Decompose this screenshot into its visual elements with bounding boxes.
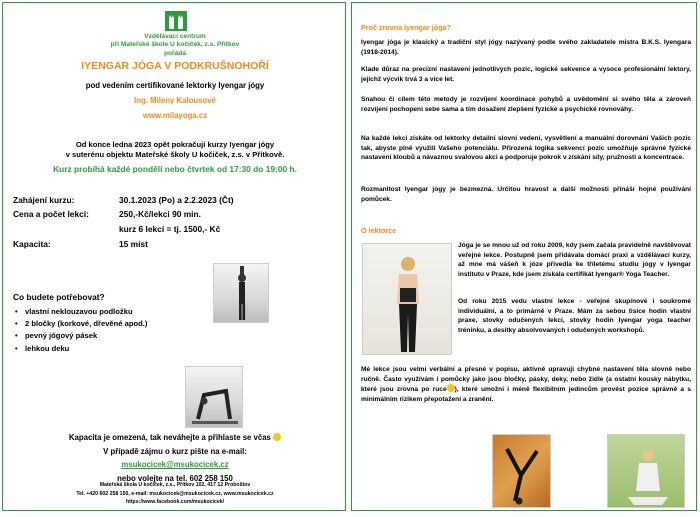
list-item: • 2 bločky (korkové, dřevěné apod.) (15, 318, 147, 330)
lector-website[interactable]: www.milayoga.cz (142, 111, 208, 120)
cats-logo-icon (165, 11, 187, 31)
paragraph: Snahou či cílem této metody je rozvíjení koordinace pohybů a uvědomění si svého těla a zároveň rozvíjení pochopení sebe sama a tím dosažení zlepšení fyzické a psychické rovnováhy. (361, 96, 691, 113)
yoga-photo-headstand (492, 434, 551, 508)
contact-phone: nebo volejte na tel. 602 258 150 (117, 473, 233, 483)
yoga-figure-outdoor-icon (608, 435, 685, 508)
contact-intro: V případě zájmu o kurz pište na e-mail: (103, 446, 247, 456)
info-line-2: v suterénu objektu Mateřské školy U kočiček, z.s. v Přítkově. (65, 150, 285, 159)
yoga-figure-bend-icon (186, 367, 243, 428)
lector-name: Ing. Mileny Kalousové (134, 96, 216, 105)
list-item: • vlastní neklouzavou podložku (15, 306, 147, 318)
heading-lector: O lektorce (361, 226, 397, 235)
lector-paragraph: Od roku 2015 vedu vlastní lekce - veřejné skupinové i soukromé individuální, a to primárně v Praze. Mám za sebou tisíce hodin vlastní praxe, stovky odučených lekcí, stovky hodin Iyengar yoga teacher tréninku, a desítky absolvovaných i odučených workshopů. (458, 298, 691, 334)
contact-email-link[interactable]: msukocicek@msukocicek.cz (121, 460, 229, 469)
detail-label-start: Zahájení kurzu: (13, 195, 75, 205)
needs-heading: Co budete potřebovat? (13, 292, 105, 302)
flyer-subtitle: pod vedením certifikované lektorky Iyengar jógy (85, 81, 265, 90)
lector-paragraph: Jóga je se mnou už od roku 2009, kdy jsem začala pravidelně navštěvovat veřejné lekce. Postupně jsem přidávala domácí praxi a vzdělávací kurzy, až mne má vášeň k józe přivedla ke tříletému studiu jógy v Iyengar institutu v Praze, kde jsem získala certifikát Iyengar® Yoga Teacher. (458, 242, 691, 278)
list-item: • lehkou deku (15, 343, 147, 355)
flyer-title: IYENGAR JÓGA V PODKRUŠNOHOŘÍ (81, 60, 269, 72)
smiley-icon (273, 433, 281, 441)
paragraph: Iyengar jóga je klasický a tradiční styl jógy nazývaný podle svého zakladatele mistra B.K.S. Iyengara (1918-2014). (361, 39, 691, 56)
footer-facebook-link[interactable]: https://www.facebook.com/msukocicek/ (125, 499, 225, 506)
left-panel (2, 2, 346, 511)
paragraph: Rozmanitost Iyengar jógy je bezmezná. Určitou hravost a další možnosti přináší hojné používání pomůcek. (361, 186, 691, 203)
org-line-3: pořádá (164, 49, 186, 57)
detail-label-price: Cena a počet lekcí: (13, 209, 89, 219)
schedule: Kurz probíhá každé pondělí nebo čtvrtek od 17:30 do 19:00 h. (53, 164, 297, 174)
lector-figure-icon (363, 244, 452, 355)
yoga-photo-standing (213, 263, 269, 323)
right-panel (351, 2, 697, 511)
footer-address: Mateřská škola U kočiček, z.s., Přítkov 102, 417 12 Proboštov (99, 482, 251, 488)
yoga-figure-headstand-icon (493, 435, 551, 508)
smiley-icon (447, 384, 455, 392)
contact-block (3, 431, 346, 485)
needs-list (15, 306, 147, 355)
org-line-1: Vzdělávací centrum (144, 33, 206, 40)
org-line-2: při Mateřské škole U kočiček, z.s. Přítkov (110, 41, 240, 49)
course-info (3, 140, 346, 160)
capacity-note: Kapacita je omezená, tak neváhejte a přihlaste se včas (3, 431, 346, 445)
organizer (3, 33, 346, 58)
detail-value-course: kurz 6 lekcí = tj. 1500,- Kč (119, 224, 221, 234)
yoga-photo-forward-bend (185, 366, 243, 428)
footer-contacts: Tel. +420 602 258 150, e-mail: msukocicek@msukocicek.cz, www.msukocicek.cz (76, 490, 274, 497)
list-item: • pevný jógový pásek (15, 330, 147, 342)
lector-photo (362, 243, 452, 355)
paragraph: Klade důraz na precizní nastavení jednotlivých pozic, logické sekvence a vysoce profesionální lektory, jejichž výcvik trvá 3 a více let. (361, 66, 691, 83)
detail-value-price: 250,-Kč/lekci 90 min. (119, 209, 201, 219)
yoga-photo-outdoor (607, 434, 685, 508)
detail-value-capacity: 15 míst (119, 239, 148, 249)
heading-why: Proč zrovna Iyengar jóga? (361, 23, 451, 32)
footer (3, 481, 346, 507)
detail-label-capacity: Kapacita: (13, 239, 51, 249)
detail-value-start: 30.1.2023 (Po) a 2.2.2023 (Čt) (119, 195, 234, 205)
info-line-1: Od konce ledna 2023 opět pokračují kurzy Iyengar jógy (75, 140, 275, 149)
paragraph: Na každé lekci získáte od lektorky detailní slovní vedení, vysvětlení a manuální dorovnání Vašich pozic tak, abyste plně využili Vašeho potenciálu. Přirozená logika sekvencí pozic umožňuje správné fyzické nastavení kloubů a návaznou svalovou akci a podporuje pokrok v získání síly, pružnosti a koncentrace. (361, 135, 691, 162)
yoga-figure-standing-icon (214, 264, 269, 323)
lector-paragraph-last: Mé lekce jsou velmi verbální a přesné v popisu, aktivně upravuji chybné nastavení těla slovně nebo ručně. Často využívám i pomůcky jako jsou bločky, pásky, deky, nebo židle (a ostatní kousky nábytku, které jsou zrovna po ruce ), které umožní i méně flexibilním jedincům provést pozice správně a s minimálním rizikem přepotažení a zranění. (361, 366, 691, 403)
